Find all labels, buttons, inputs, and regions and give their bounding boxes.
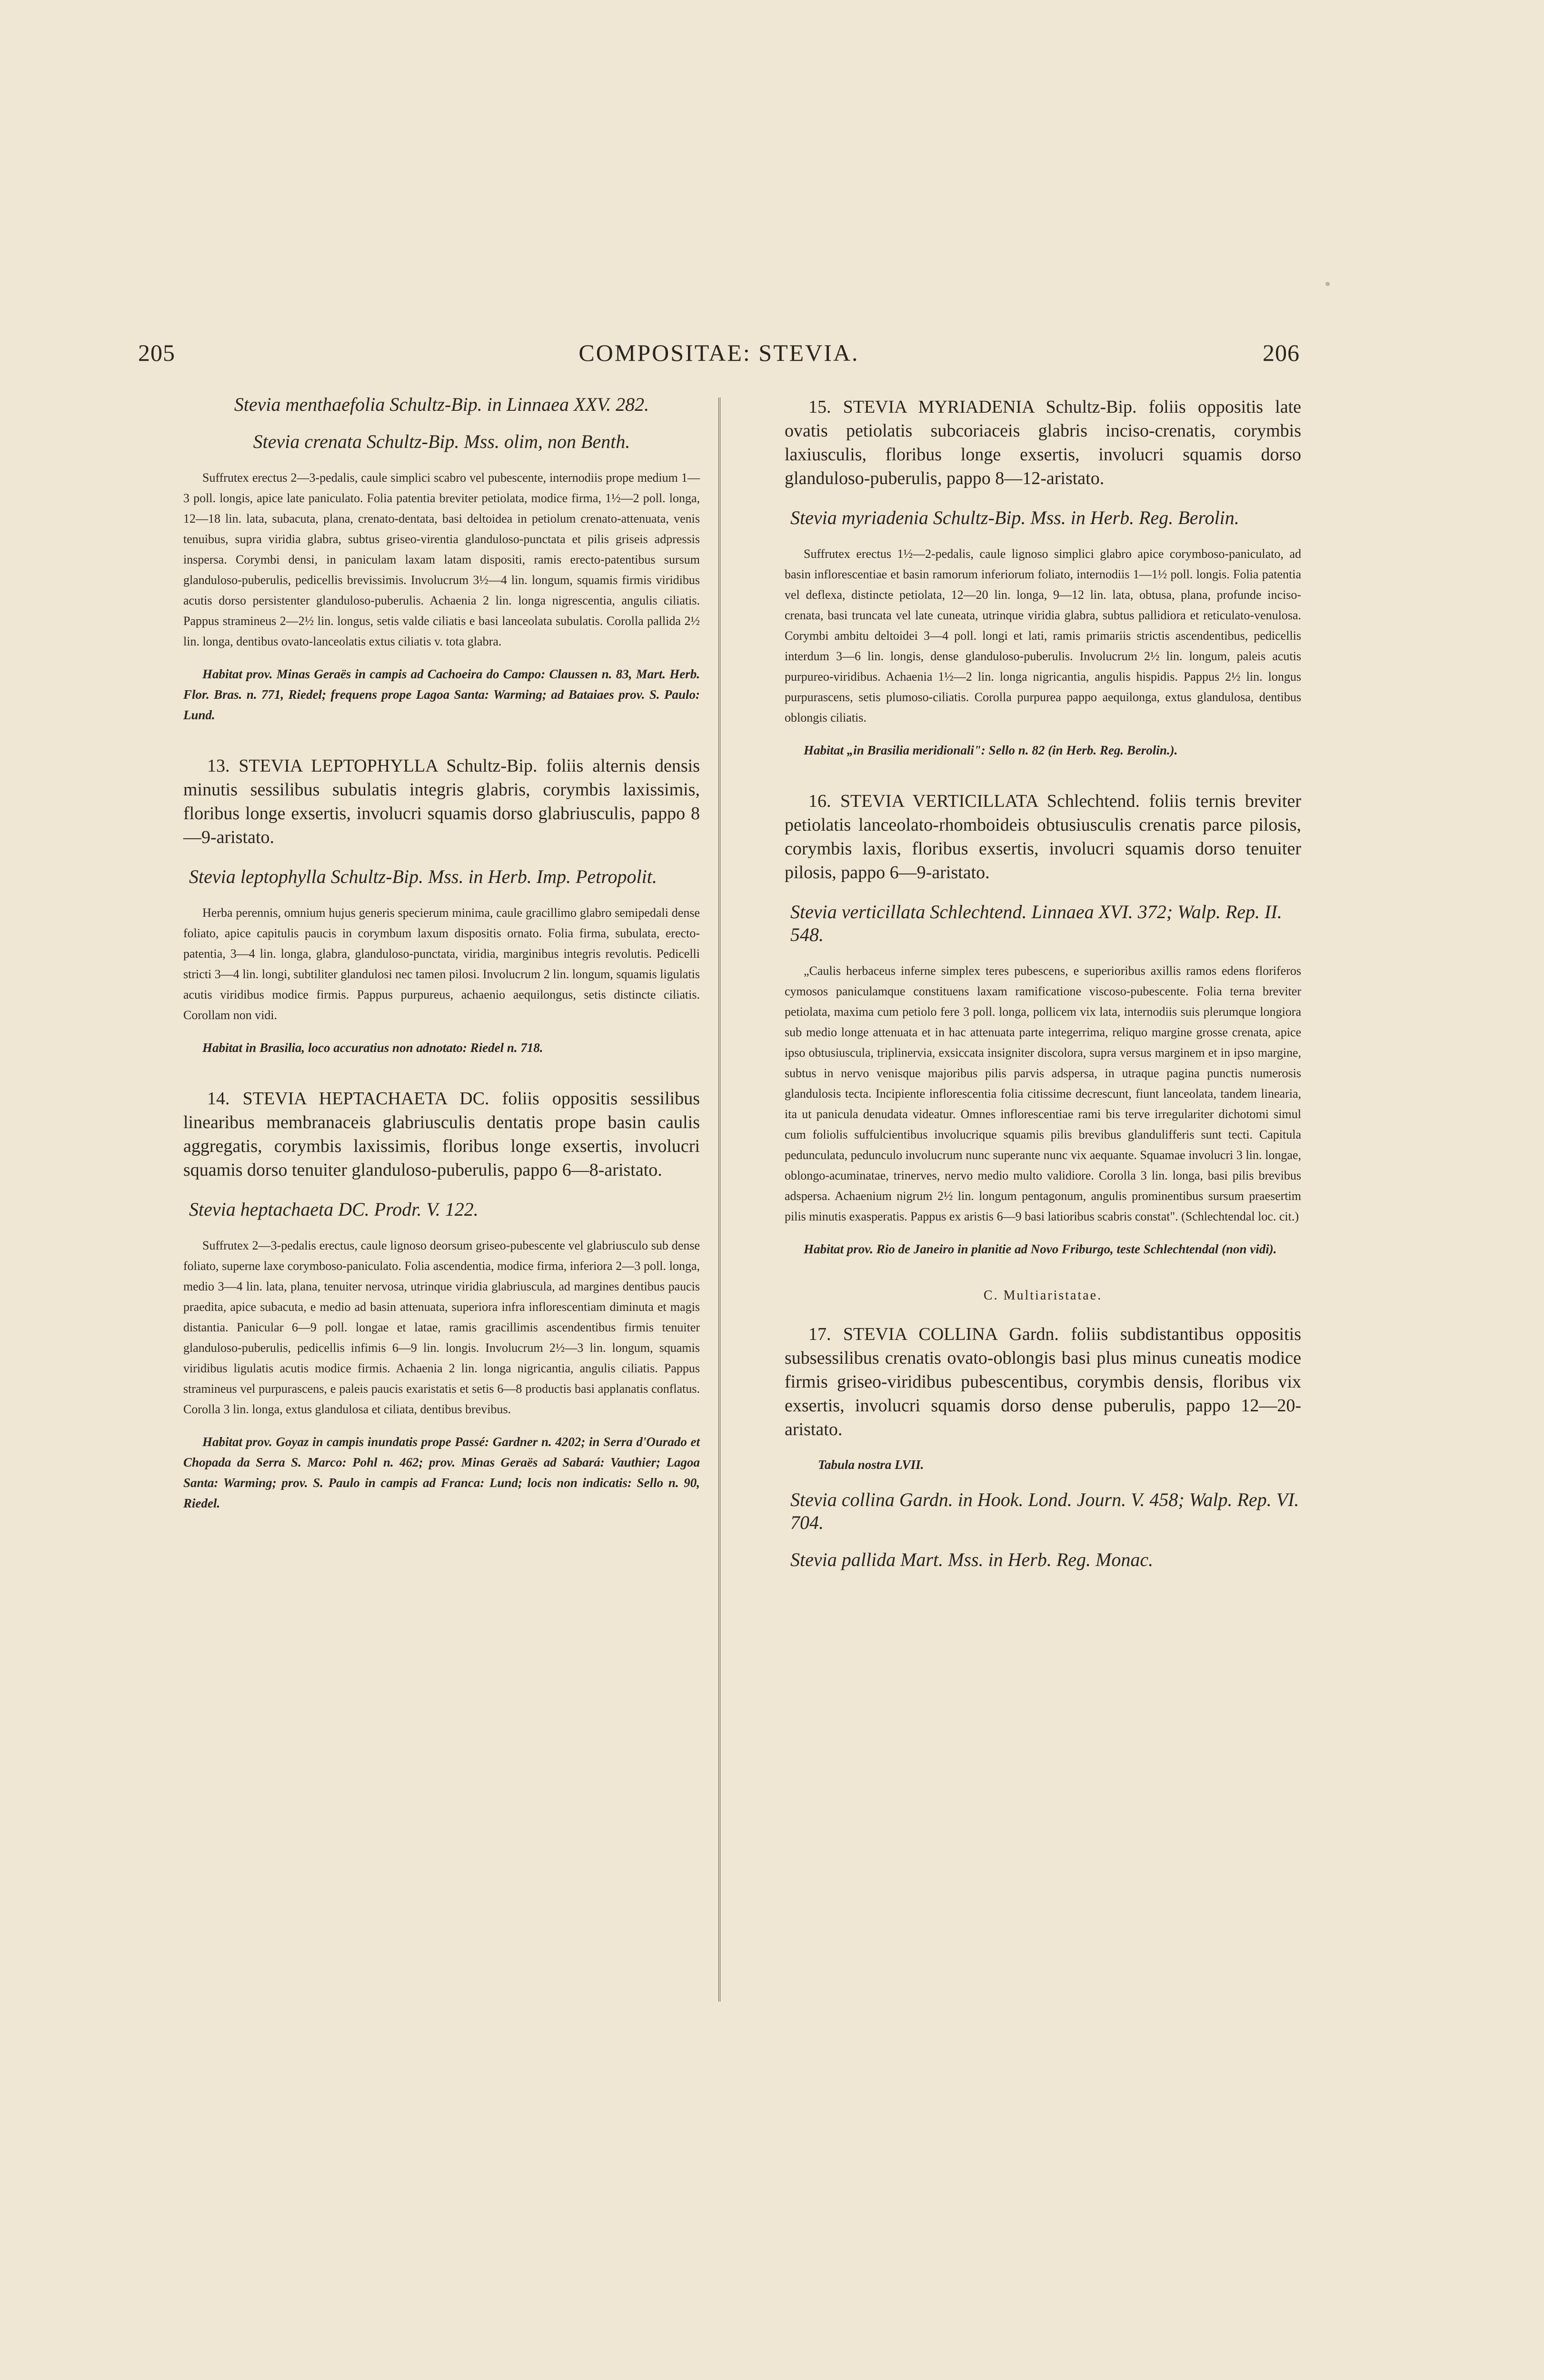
synonym: Stevia crenata Schultz-Bip. Mss. olim, non Benth. — [253, 431, 630, 452]
synonym: Stevia heptachaeta DC. Prodr. V. 122. — [189, 1199, 478, 1220]
species-diagnosis-13: 13. STEVIA LEPTOPHYLLA Schultz-Bip. foliis alternis densis minutis sessilibus subulatis integris glabris, corymbis laxissimis, floribus longe exsertis, involucri squamis dorso glabriusculis, pappo 8—9-aristato. — [183, 756, 700, 847]
habitat: Habitat prov. Goyaz in campis inundatis prope Passé: Gardner n. 4202; in Serra d'Ourado et Chopada da Serra S. Marco: Pohl n. 462; prov. Minas Geraës ad Sabará: Vauthier; Lagoa Santa: Warming; prov. S. Paulo in campis ad Franca: Lund; locis non indicatis: Sello n. 90, Riedel. — [183, 1435, 700, 1510]
plate-reference: Tabula nostra LVII. — [818, 1458, 924, 1472]
species-diagnosis-16: 16. STEVIA VERTICILLATA Schlechtend. foliis ternis breviter petiolatis lanceolato-rhomboideis obtusiusculis crenatis parce pilosis, corymbis laxis, floribus exsertis, involucri squamis dorso tenuiter pilosis, pappo 6—9-aristato. — [785, 791, 1301, 883]
synonym: Stevia myriadenia Schultz-Bip. Mss. in Herb. Reg. Berolin. — [790, 507, 1239, 528]
synonym: Stevia collina Gardn. in Hook. Lond. Journ. V. 458; Walp. Rep. VI. 704. — [790, 1489, 1299, 1533]
synonym: Stevia verticillata Schlechtend. Linnaea XVI. 372; Walp. Rep. II. 548. — [790, 901, 1282, 945]
synonym: Stevia menthaefolia Schultz-Bip. in Linnaea XXV. 282. — [234, 394, 649, 415]
left-column — [183, 393, 700, 1542]
species-diagnosis-17: 17. STEVIA COLLINA Gardn. foliis subdistantibus oppositis subsessilibus crenatis ovato-oblongis basi plus minus cuneatis modice firmis griseo-viridibus pubescentibus, corymbis densis, floribus vix exsertis, involucri squamis dorso dense puberulis, pappo 12—20-aristato. — [785, 1324, 1301, 1439]
habitat: Habitat prov. Minas Geraës in campis ad Cachoeira do Campo: Claussen n. 83, Mart. Herb. Flor. Bras. n. 771, Riedel; frequens prope Lagoa Santa: Warming; ad Bataiaes prov. S. Paulo: Lund. — [183, 667, 700, 722]
synonym: Stevia leptophylla Schultz-Bip. Mss. in Herb. Imp. Petropolit. — [189, 866, 657, 887]
right-column — [785, 393, 1301, 1586]
running-title: COMPOSITAE: STEVIA. — [578, 339, 859, 366]
paper-speck — [1325, 282, 1330, 286]
page-number-right: 206 — [1263, 339, 1300, 366]
description: Suffrutex erectus 1½—2-pedalis, caule lignoso simplici glabro apice corymboso-paniculato, ad basin inflorescentiae et basin ramorum inferiorum foliato, internodiis 1—1½ poll. longis. Folia patentia vel deflexa, distincte petiolata, 12—20 lin. longa, 9—12 lin. lata, obtusa, plana, profunde inciso-crenata, basi truncata vel late cuneata, utrinque viridia glabra, subtus pallidiora et reticulato-venulosa. Corymbi ambitu deltoidei 3—4 poll. longi et lati, ramis primariis strictis ascendentibus, pedicellis interdum 3—6 lin. longis, dense glanduloso-puberulis. Involucrum 2½ lin. longum, paleis acutis purpureo-viridibus. Achaenia 1½—2 lin. longa nigricantia, angulis hispidis. Pappus 2½ lin. longus purpurascens, setis plumoso-ciliatis. Corolla purpurea pappo aequilonga, extus glandulosa, dentibus oblongis ciliatis. — [785, 547, 1301, 724]
description: Herba perennis, omnium hujus generis specierum minima, caule gracillimo glabro semipedali dense foliato, apice capitulis paucis in corymbum laxum dispositis ornato. Folia firma, subulata, erecto-patentia, 3—4 lin. longa, glabra, glanduloso-punctata, viridia, marginibus integris revolutis. Pedicelli stricti 3—4 lin. longi, subtiliter glandulosi nec tamen pilosi. Involucrum 2 lin. longum, squamis ligulatis acutis viridibus modice firmis. Pappus purpureus, achaenio aequilongus, setis distincte ciliatis. Corollam non vidi. — [183, 906, 700, 1022]
species-diagnosis-15: 15. STEVIA MYRIADENIA Schultz-Bip. foliis oppositis late ovatis petiolatis subcoriaceis glabris inciso-crenatis, corymbis laxiusculis, floribus longe exsertis, involucri squamis dorso glanduloso-puberulis, pappo 8—12-aristato. — [785, 397, 1301, 488]
description: Suffrutex erectus 2—3-pedalis, caule simplici scabro vel pubescente, internodiis prope medium 1—3 poll. longis, apice late paniculato. Folia patentia breviter petiolata, modice firma, 1½—2 poll. longa, 12—18 lin. lata, subacuta, plana, crenato-dentata, basi deltoidea in petiolum crenato-attenuata, venis tenuibus, supra viridia glabra, subtus griseo-virentia glanduloso-punctata et pilis griseis adpressis inspersa. Corymbi densi, in paniculam laxam latam dispositi, ramis erecto-patentibus sursum glanduloso-puberulis, pedicellis brevissimis. Involucrum 3½—4 lin. longum, squamis firmis viridibus acutis dorso persistenter glanduloso-puberulis. Achaenia 2 lin. longa nigrescentia, angulis ciliatis. Pappus stramineus 2—2½ lin. longus, setis valde ciliatis e basi lanceolata subulatis. Corolla pallida 2½ lin. longa, dentibus ovato-lanceolatis extus ciliatis v. tota glabra. — [183, 471, 700, 648]
subsection-heading: C. Multiaristatae. — [983, 1288, 1103, 1303]
species-diagnosis-14: 14. STEVIA HEPTACHAETA DC. foliis oppositis sessilibus linearibus membranaceis glabriusculis dentatis prope basin caulis aggregatis, corymbis laxissimis, floribus longe exsertis, involucri squamis dorso tenuiter glanduloso-puberulis, pappo 6—8-aristato. — [183, 1089, 700, 1180]
page-number-left: 205 — [138, 339, 175, 366]
running-header — [138, 339, 1300, 377]
habitat: Habitat prov. Rio de Janeiro in planitie ad Novo Friburgo, teste Schlechtendal (non vidi). — [804, 1242, 1277, 1256]
habitat: Habitat „in Brasilia meridionali": Sello n. 82 (in Herb. Reg. Berolin.). — [804, 743, 1178, 757]
habitat: Habitat in Brasilia, loco accuratius non adnotato: Riedel n. 718. — [202, 1041, 543, 1055]
description: Suffrutex 2—3-pedalis erectus, caule lignoso deorsum griseo-pubescente vel glabriusculo sub dense foliato, superne laxe corymboso-paniculato. Folia ascendentia, modice firma, inferiora 2—3 poll. longa, medio 3—4 lin. lata, plana, tenuiter nervosa, utrinque viridia glabriuscula, ad margines dentibus paucis praedita, apice subacuta, e medio ad basin attenuata, superiora infra inflorescentiam diminuta et magis distantia. Panicular 6—9 poll. longae et latae, ramis gracillimis ascendentibus firmis tenuiter glanduloso-puberulis, pedicellis infimis 6—9 lin. longis. Involucrum 2½—3 lin. longum, squamis viridibus ligulatis acutis modice firmis. Achaenia 2 lin. longa nigricantia, angulis ciliatis. Pappus stramineus vel purpurascens, e paleis paucis exaristatis et setis 6—8 productis basi applanatis conflatus. Corolla 3 lin. longa, extus glandulosa et ciliata, dentibus brevibus. — [183, 1239, 700, 1416]
synonym: Stevia pallida Mart. Mss. in Herb. Reg. Monac. — [790, 1549, 1154, 1570]
column-divider — [718, 397, 720, 2002]
description: „Caulis herbaceus inferne simplex teres pubescens, e superioribus axillis ramos edens floriferos cymosos paniculamque constituens laxam ramificatione viscoso-pubescente. Folia terna breviter petiolata, maxima cum petiolo fere 3 poll. longa, pollicem vix lata, internodiis suis plerumque longiora sub medio longe attenuata et in hac attenuata parte integerrima, reliquo margine grosse crenata, apice ipso obtusiuscula, triplinervia, exsiccata insigniter discolora, supra versus marginem et in ipso margine, subtus in nervo venisque majoribus pilis parvis adspersa, in utraque pagina punctis numerosis glandulosis tecta. Incipiente inflorescentia folia citissime decrescunt, fiunt lanceolata, tandem linearia, ita ut panicula denudata videatur. Omnes inflorescentiae rami bis terve irregulariter dichotomi simul cum foliolis suffulcientibus involucrique squamis pilis brevibus glandulifferis sunt tecti. Capitula pedunculata, pedunculo involucrum nunc superante nunc vix aequante. Squamae involucri 3 lin. longae, oblongo-acuminatae, trinerves, nervo medio multo validiore. Corolla 3 lin. longa, basi pilis brevibus adspersa. Achaenium nigrum 2½ lin. longum pentagonum, angulis prominentibus sursum praesertim pilis minutis exasperatis. Pappus ex aristis 6—9 basi latioribus scabris constat". (Schlechtendal loc. cit.) — [785, 964, 1301, 1223]
